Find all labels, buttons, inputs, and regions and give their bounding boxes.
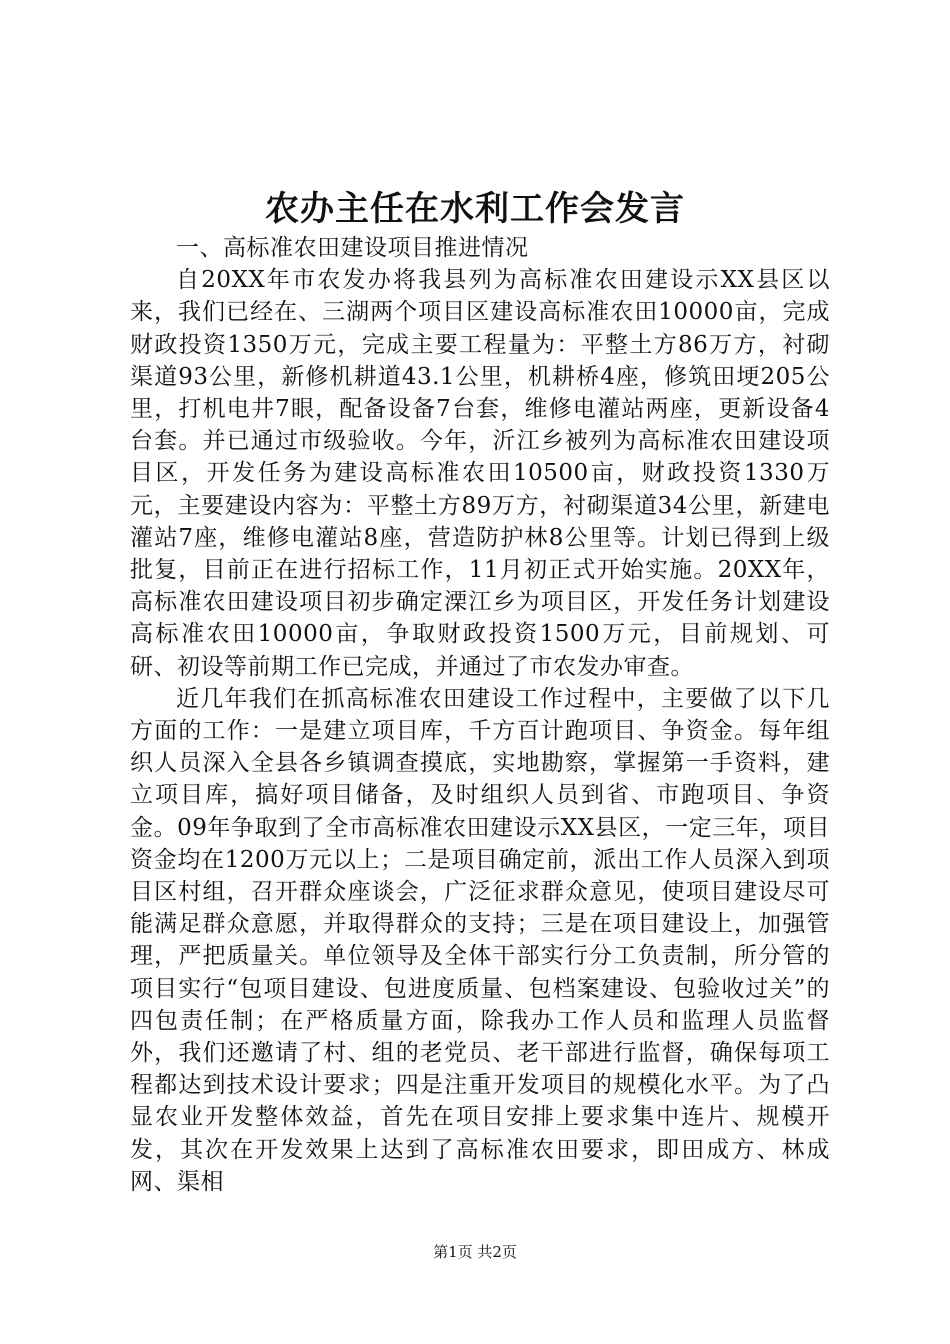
document-body [130,232,830,1198]
document-title: 农办主任在水利工作会发言 [265,189,685,229]
paragraph-1: 自20XX年市农发办将我县列为高标准农田建设示XX县区以来，我们已经在、三湖两个项目区建设高标准农田10000亩，完成财政投资1350万元，完成主要工程量为：平整土方86万方，衬砌渠道93公里，新修机耕道43.1公里，机耕桥4座，修筑田埂205公里，打机电井7眼，配备设备7台套，维修电灌站两座，更新设备4台套。并已通过市级验收。今年，沂江乡被列为高标准农田建设项目区，开发任务为建设高标准农田10500亩，财政投资1330万元，主要建设内容为：平整土方89万方，衬砌渠道34公里，新建电灌站7座，维修电灌站8座，营造防护林8公里等。计划已得到上级批复，目前正在进行招标工作，11月初正式开始实施。20XX年，高标准农田建设项目初步确定溧江乡为项目区，开发任务计划建设高标准农田10000亩，争取财政投资1500万元，目前规划、可研、初设等前期工作已完成，并通过了市农发办审查。 [130,267,830,680]
section-heading: 一、高标准农田建设项目推进情况 [176,235,529,261]
page-footer: 第1页 共2页 [433,1243,517,1261]
paragraph-2: 近几年我们在抓高标准农田建设工作过程中，主要做了以下几方面的工作：一是建立项目库，千方百计跑项目、争资金。每年组织人员深入全县各乡镇调查摸底，实地勘察，掌握第一手资料，建立项目库，搞好项目储备，及时组织人员到省、市跑项目、争资金。09年争取到了全市高标准农田建设示XX县区，一定三年，项目资金均在1200万元以上；二是项目确定前，派出工作人员深入到项目区村组，召开群众座谈会，广泛征求群众意见，使项目建设尽可能满足群众意愿，并取得群众的支持；三是在项目建设上，加强管理，严把质量关。单位领导及全体干部实行分工负责制，所分管的项目实行“包项目建设、包进度质量、包档案建设、包验收过关”的四包责任制；在严格质量方面，除我办工作人员和监理人员监督外，我们还邀请了村、组的老党员、老干部进行监督，确保每项工程都达到技术设计要求；四是注重开发项目的规模化水平。为了凸显农业开发整体效益，首先在项目安排上要求集中连片、规模开发，其次在开发效果上达到了高标准农田要求，即田成方、林成网、渠相 [130,685,830,1195]
